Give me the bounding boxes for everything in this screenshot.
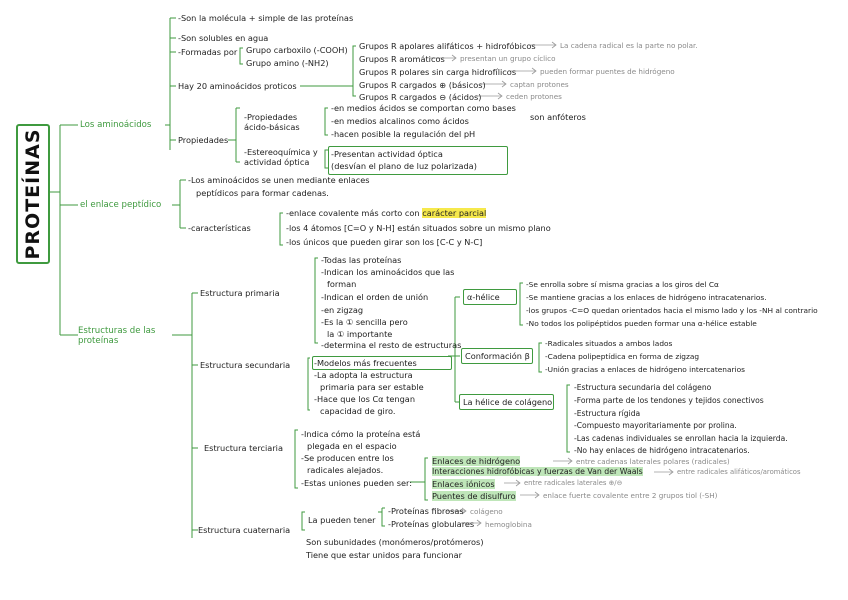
- cuaternaria-l2: Tiene que estar unidos para funcionar: [306, 550, 462, 560]
- primaria-6: -Es la ① sencilla pero: [321, 317, 408, 327]
- primaria-5: -en zigzag: [321, 305, 364, 315]
- grupo-2: Grupos R aromáticos: [359, 54, 445, 64]
- grupo-2-note: presentan un grupo cíclico: [460, 54, 556, 63]
- beta-1: -Radicales situados a ambos lados: [545, 339, 673, 348]
- enlace-c2: -los 4 átomos [C=O y N-H] están situados sobre un mismo plano: [286, 223, 551, 233]
- union-2: Interacciones hidrofóbicas y fuerzas de Van der Waals: [432, 467, 643, 476]
- secundaria-5: capacidad de giro.: [320, 406, 396, 416]
- aa-hay20: Hay 20 aminoácidos proticos: [178, 81, 297, 91]
- cuaternaria-glob: -Proteínas globulares: [388, 519, 475, 529]
- terciaria-label: Estructura terciaria: [204, 443, 283, 453]
- union-4: Puentes de disulfuro: [432, 491, 516, 501]
- aa-amino: Grupo amino (-NH2): [246, 58, 329, 68]
- secundaria-1: -Modelos más frecuentes: [314, 358, 417, 368]
- colageno-3: -Estructura rígida: [574, 409, 641, 418]
- beta-label: Conformación β: [465, 351, 530, 361]
- union-2-note: entre radicales alifáticos/aromáticos: [677, 468, 801, 476]
- enlace-line-2: peptídicos para formar cadenas.: [196, 188, 329, 198]
- alfa-1: -Se enrolla sobre sí misma gracias a los giros del Cα: [526, 280, 719, 289]
- union-3: Enlaces iónicos: [432, 479, 495, 489]
- primaria-label: Estructura primaria: [200, 288, 280, 298]
- cuaternaria-label: Estructura cuaternaria: [198, 525, 291, 535]
- enlace-caract: -características: [188, 223, 251, 233]
- alfa-4: -No todos los polipéptidos pueden formar una α-hélice estable: [526, 319, 757, 328]
- aa-carboxilo: Grupo carboxilo (-COOH): [246, 45, 348, 55]
- grupo-3: Grupos R polares sin carga hidrofílicos: [359, 67, 517, 77]
- highlight-caracter: carácter parcial: [422, 208, 487, 218]
- secundaria-label: Estructura secundaria: [200, 360, 291, 370]
- union-3-note: entre radicales laterales ⊕/⊖: [524, 479, 623, 487]
- colageno-2: -Forma parte de los tendones y tejidos conectivos: [574, 396, 764, 405]
- estereo-2: (desvían el plano de luz polarizada): [331, 161, 477, 171]
- primaria-7: la ① importante: [327, 329, 393, 339]
- page-title: PROTEÍNAS: [22, 128, 44, 260]
- colageno-1: -Estructura secundaria del colágeno: [574, 383, 712, 392]
- acidobase-3: -hacen posible la regulación del pH: [331, 129, 476, 139]
- primaria-8: -determina el resto de estructuras: [321, 340, 462, 350]
- grupo-5: Grupos R cargados ⊖ (ácidos): [359, 92, 482, 102]
- modelos-box: [312, 356, 452, 370]
- union-4-note: enlace fuerte covalente entre 2 grupos tiol (-SH): [543, 491, 718, 500]
- primaria-3: forman: [327, 279, 357, 289]
- acidobase-1: -en medios ácidos se comportan como bases: [331, 103, 516, 113]
- terciaria-4: radicales alejados.: [307, 465, 384, 475]
- terciaria-3: -Se producen entre los: [301, 453, 394, 463]
- aa-propiedades: Propiedades: [178, 135, 229, 145]
- secundaria-4: -Hace que los Cα tengan: [314, 394, 416, 404]
- estereo-1: -Presentan actividad óptica: [331, 149, 443, 159]
- union-1-note: entre cadenas laterales polares (radicales): [576, 457, 730, 466]
- acidobase-2: -en medios alcalinos como ácidos: [331, 116, 469, 126]
- secundaria-2: -La adopta la estructura: [314, 370, 413, 380]
- aa-line-2: -Son solubles en agua: [178, 33, 269, 43]
- colageno-label: La hélice de colágeno: [463, 397, 553, 407]
- enlace-line-1: -Los aminoácidos se unen mediante enlaces: [188, 175, 370, 185]
- grupo-3-note: pueden formar puentes de hidrógeno: [540, 67, 675, 76]
- beta-box: [461, 348, 533, 364]
- primaria-4: -Indican el orden de unión: [321, 292, 429, 302]
- cuaternaria-l1: Son subunidades (monómeros/protómeros): [306, 537, 484, 547]
- enlace-c1: -enlace covalente más corto con carácter parcial: [286, 208, 487, 218]
- terciaria-1: -Indica cómo la proteína está: [301, 429, 421, 439]
- branch-enlace: el enlace peptídico: [80, 200, 162, 210]
- grupo-1: Grupos R apolares alifáticos + hidrofóbicos: [359, 41, 536, 51]
- cuaternaria-glob-note: hemoglobina: [485, 520, 532, 529]
- alfa-box: [463, 289, 517, 305]
- secundaria-3: primaria para ser estable: [320, 382, 424, 392]
- beta-2: -Cadena polipeptídica en forma de zigzag: [545, 352, 700, 361]
- aa-line-1: -Son la molécula + simple de las proteínas: [178, 13, 354, 23]
- cuaternaria-fib-note: colágeno: [470, 507, 503, 516]
- colageno-6: -No hay enlaces de hidrógeno intracatenarios.: [574, 446, 750, 455]
- terciaria-5: -Estas uniones pueden ser:: [301, 478, 412, 488]
- colageno-4: -Compuesto mayoritariamente por prolina.: [574, 421, 737, 430]
- grupo-4-note: captan protones: [510, 80, 569, 89]
- grupo-1-note: La cadena radical es la parte no polar.: [560, 41, 698, 50]
- estereo-box: [328, 146, 508, 175]
- cuaternaria-pueden: La pueden tener: [308, 515, 376, 525]
- beta-3: -Unión gracias a enlaces de hidrógeno intercatenarios: [545, 365, 745, 374]
- cuaternaria-fib: -Proteínas fibrosas: [388, 506, 464, 516]
- title-box: [16, 124, 50, 264]
- terciaria-2: plegada en el espacio: [307, 441, 397, 451]
- union-1: Enlaces de hidrógeno: [432, 456, 521, 466]
- alfa-2: -Se mantiene gracias a los enlaces de hidrógeno intracatenarios.: [526, 293, 767, 302]
- colageno-5: -Las cadenas individuales se enrollan hacia la izquierda.: [574, 434, 788, 443]
- alfa-label: α-hélice: [467, 292, 500, 302]
- enlace-c3: -los únicos que pueden girar son los [C-C y N-C]: [286, 237, 483, 247]
- branch-aminoacidos: Los aminoácidos: [80, 120, 152, 130]
- primaria-1: -Todas las proteínas: [321, 255, 402, 265]
- alfa-3: -los grupos -C=O quedan orientados hacia el mismo lado y los -NH al contrario: [526, 306, 818, 315]
- aa-estereo-label: -Estereoquímica y actividad óptica: [244, 147, 318, 168]
- branch-estructuras: Estructuras de las proteínas: [78, 326, 156, 347]
- anfoteros: son anfóteros: [530, 112, 586, 122]
- aa-formadas: -Formadas por: [178, 47, 238, 57]
- grupo-4: Grupos R cargados ⊕ (básicos): [359, 80, 486, 90]
- aa-acidobase-label: -Propiedades ácido-básicas: [244, 112, 300, 133]
- colageno-box: [459, 394, 554, 410]
- primaria-2: -Indican los aminoácidos que las: [321, 267, 455, 277]
- grupo-5-note: ceden protones: [506, 92, 562, 101]
